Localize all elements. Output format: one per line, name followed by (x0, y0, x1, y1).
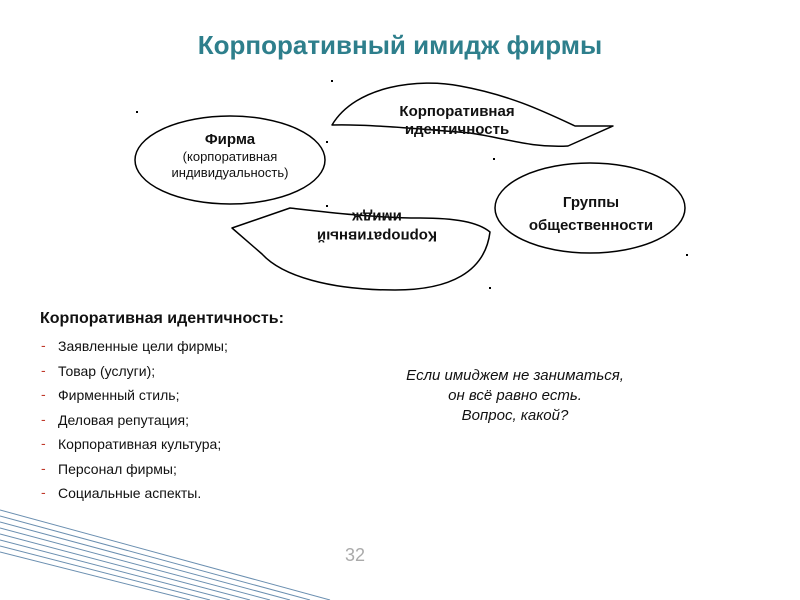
groups-line2: общественности (528, 217, 654, 235)
list-item (40, 359, 380, 384)
firm-sub-line1: (корпоративная (182, 149, 278, 164)
page-number: 32 (344, 545, 366, 565)
identity-line2: идентичность (404, 121, 510, 138)
identity-components-list (40, 310, 380, 506)
dash-bullet-icon: - (41, 361, 46, 378)
list-item (40, 432, 380, 457)
identity-arrow-label (362, 103, 552, 139)
list-item (40, 334, 380, 359)
decorative-dot (686, 254, 688, 256)
dash-bullet-icon: - (41, 386, 46, 402)
image-line2: имидж (352, 208, 402, 226)
firm-name: Фирма (204, 131, 256, 148)
decorative-dot (331, 80, 333, 82)
list-item-text: Персонал фирмы; (58, 460, 177, 477)
list-item (40, 408, 380, 433)
quote (350, 366, 680, 426)
dash-bullet-icon: - (41, 484, 46, 500)
firm-label (140, 131, 320, 180)
dash-bullet-icon: - (41, 337, 46, 353)
list-item-text: Товар (услуги); (58, 362, 156, 379)
decorative-dot (136, 111, 138, 113)
public-groups-label (498, 191, 684, 238)
identity-line1: Корпоративная (399, 103, 515, 120)
image-arrow-label (292, 207, 462, 245)
dash-bullet-icon: - (41, 435, 46, 451)
decorative-dot (326, 141, 328, 143)
dash-bullet-icon: - (41, 410, 46, 427)
list-heading: Корпоративная идентичность: (40, 310, 284, 327)
list-item-text: Заявленные цели фирмы; (58, 338, 228, 354)
image-line1: Корпоративный (316, 227, 438, 245)
slide-title: Корпоративный имидж фирмы (197, 30, 603, 60)
list-item (40, 383, 380, 408)
list-item (40, 481, 380, 506)
list-item-text: Корпоративная культура; (58, 436, 222, 452)
decorative-dot (493, 158, 495, 160)
list-item-text: Деловая репутация; (58, 411, 189, 428)
dash-bullet-icon: - (41, 459, 46, 476)
quote-line3: Вопрос, какой? (461, 407, 569, 424)
quote-line1: Если имиджем не заниматься, (406, 367, 624, 384)
groups-line1: Группы (562, 194, 620, 211)
decorative-dot (489, 287, 491, 289)
list-item-text: Фирменный стиль; (58, 387, 180, 403)
corner-decoration (0, 510, 330, 600)
list-item (40, 457, 380, 482)
quote-line2: он всё равно есть. (448, 387, 582, 404)
firm-sub-line2: индивидуальность) (171, 164, 289, 180)
list-item-text: Социальные аспекты. (58, 485, 202, 501)
